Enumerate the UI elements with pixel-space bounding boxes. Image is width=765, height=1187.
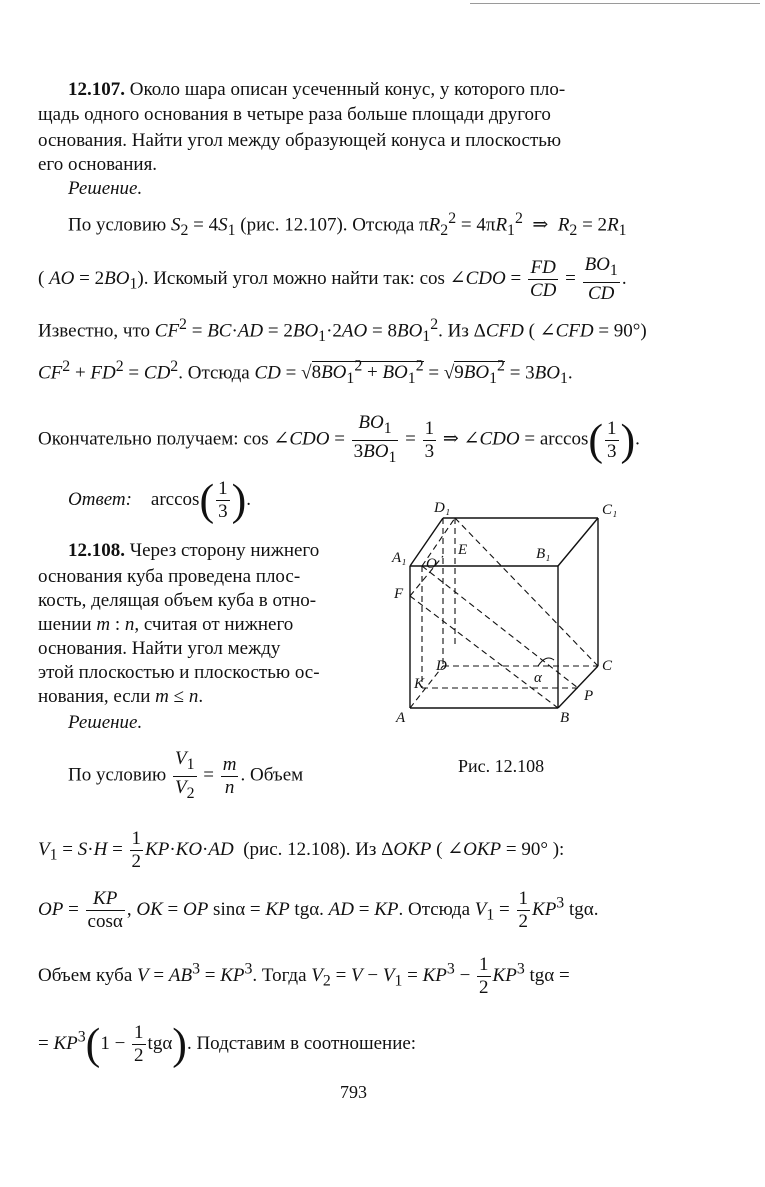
problem-108-line-7: нования, если m ≤ n. (38, 686, 204, 707)
label-e: E (458, 542, 468, 558)
problem-107-text-4: его основания. (38, 154, 158, 175)
solution-108-line-3: OP = $\frac{KP}{\cos\alpha}$ , OK = OP sinα = KP tgα. AD = KP. Отсюда $V_1$ = $\frac{1}{2}$ $KP^3$ tgα. (38, 888, 599, 932)
solution-108-line-5: = $KP^3(1$ − $\frac{1}{2}$ tgα). Подставим в соотношение: (38, 1019, 417, 1069)
figure-caption: Рис. 12.108 (458, 756, 545, 776)
answer-107: Ответ: arccos( $\frac{1}{3}$ ). (68, 475, 252, 525)
label-b1: B₁ (536, 546, 551, 562)
solution-108-line-2: $V_1 = S\cdot H$ = $\frac{1}{2}$ KP·KO·AD (рис. 12.108). Из ΔOKP ( ∠OKP = 90° ): (38, 828, 565, 872)
text: , считая от нижнего (134, 614, 294, 635)
problem-108-line-4: шении m : n, считая от нижнего (38, 614, 294, 635)
label-o: O (426, 556, 437, 572)
solution-107-line-5: Окончательно получаем: cos ∠CDO = $\frac{BO_1}{3BO_1}$ = $\frac{1}{3}$ ⇒ ∠CDO = arccos( $\frac{1}{3}$ ). (38, 412, 640, 466)
text: Известно, что (38, 320, 151, 342)
label-a1: A₁ (392, 550, 407, 566)
text: Через сторону нижнего (129, 540, 320, 561)
label-a: A (396, 710, 406, 726)
problem-108-number: 12.108. (68, 540, 125, 561)
label-p: P (584, 688, 594, 704)
text: (рис. 12.108). Из (243, 838, 377, 860)
problem-107-text-1: Около шара описан усеченный конус, у которого пло- (129, 79, 566, 100)
text: . Отсюда (398, 898, 471, 920)
text: Объем куба (38, 964, 133, 986)
plane-line-1 (455, 518, 598, 666)
solution-107-line-4: $CF^2 + FD^2 = CD^2$. Отсюда CD = $√8BO_1^2 + BO_1^2 = √9BO_1^2 = 3BO_1$. (38, 358, 573, 388)
cube-diagram (388, 496, 628, 736)
solution-107-line-2: ( AO = $2BO_1$). Искомый угол можно найти так: cos ∠CDO = $\frac{FD}{CD}$ = $\frac{BO_1}{CD}$ . (38, 254, 627, 304)
text: . Из (438, 320, 469, 342)
label-k: K (414, 676, 425, 692)
label-d: D (436, 658, 447, 674)
label-c: C (602, 658, 613, 674)
problem-107-solution-label: Решение. (68, 178, 143, 199)
scan-border (0, 0, 765, 8)
solution-108-line-1: По условию $\frac{V_1}{V_2}$ = $\frac{m}{n}$ . Объем (68, 748, 304, 802)
plane-line-3 (410, 596, 558, 708)
text: . Объем (240, 764, 304, 786)
problem-108-line-3: кость, делящая объем куба в отно- (38, 590, 317, 611)
label-d1: D₁ (434, 500, 451, 516)
text: нования, если (38, 686, 151, 707)
problem-108-solution-label: Решение. (68, 712, 143, 733)
problem-108-line-1 (68, 540, 319, 562)
text: шении (38, 614, 92, 635)
figure-cube (388, 496, 628, 741)
problem-107-text-2: щадь одного основания в четыре раза больше площади другого (38, 104, 551, 125)
problem-107-text-3: основания. Найти угол между образующей конуса и плоскостью (38, 130, 562, 151)
answer-label: Ответ: (68, 488, 132, 510)
edge-b1-c1 (558, 518, 598, 566)
problem-108-line-6: этой плоскостью и плоскостью ос- (38, 662, 320, 683)
text: ). Искомый угол можно найти так: (137, 267, 415, 289)
solution-108-line-4: Объем куба $V = AB^3 = KP^3$. Тогда $V_2 = V - V_1 = KP^3$ − $\frac{1}{2}$ $KP^3$ tgα = (38, 954, 570, 998)
problem-108-line-5: основания. Найти угол между (38, 638, 281, 659)
text: . Тогда (252, 964, 307, 986)
text: По условию (68, 214, 167, 236)
text: . Отсюда (178, 362, 250, 384)
problem-107-number: 12.107. (68, 79, 125, 100)
label-f: F (394, 586, 404, 602)
problem-108-line-2: основания куба проведена плос- (38, 566, 301, 587)
label-alpha: α (534, 670, 542, 686)
text: . Подставим в соотношение: (186, 1032, 417, 1054)
problem-107-statement (68, 78, 668, 102)
solution-107-line-3: Известно, что $CF^2 = BC\cdot AD = 2BO_1\cdot 2AO = 8BO_1^2$. Из ΔCFD ( ∠CFD = 90°) (38, 316, 647, 346)
label-c1: C₁ (602, 502, 618, 518)
page-number: 793 (340, 1082, 367, 1102)
solution-107-line-1: По условию $S_2 = 4S_1$ (рис. 12.107). Отсюда $\pi R_2^2 = 4\pi R_1^2$ ⇒ $R_2 = 2R_1$ (68, 210, 627, 240)
text: (рис. 12.107). Отсюда (240, 214, 415, 236)
label-b: B (560, 710, 570, 726)
text: Окончательно получаем: (38, 428, 239, 450)
text: По условию (68, 764, 167, 786)
